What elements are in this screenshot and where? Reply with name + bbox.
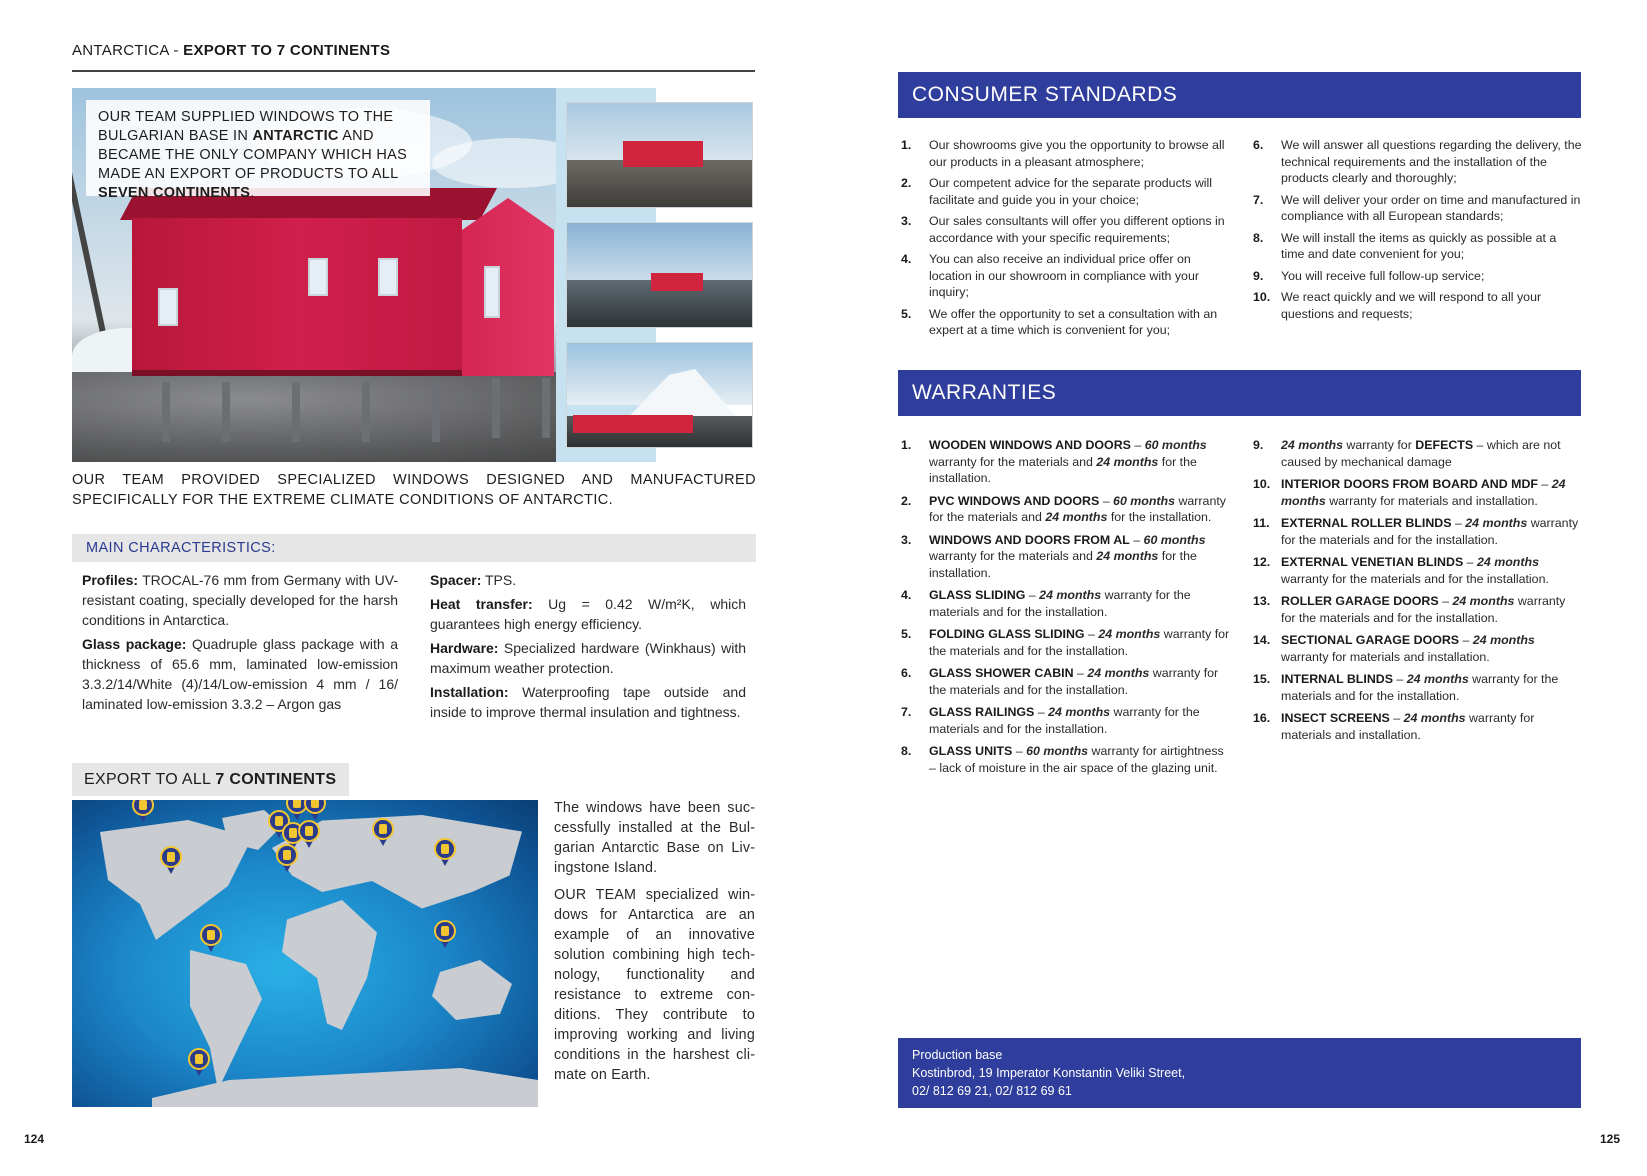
page-number-right: 125 <box>1600 1132 1621 1146</box>
characteristic-item: Glass package: Quadruple glass package with a thickness of 65.6 mm, laminated low-emission 3.3.2/14/White (4)/14/Low-emission 4 mm / 16/ laminated low-emission 3.3.2 – Argon gas <box>82 636 398 712</box>
warranties-list-right <box>1253 437 1583 749</box>
warranty-item: 8. GLASS UNITS – 60 months warranty for airtightness – lack of moisture in the air space of the glazing unit. <box>901 744 1224 775</box>
consumer-standards-heading: CONSUMER STANDARDS <box>898 72 1581 118</box>
list-item: 6. We will answer all questions regarding the delivery, the technical requirements and the installation of the products clearly and thoroughly; <box>1253 138 1582 185</box>
page-number-left: 124 <box>24 1132 45 1146</box>
warranty-item: 5. FOLDING GLASS SLIDING – 24 months warranty for the materials and for the installation. <box>901 627 1230 658</box>
map-pin-icon <box>434 838 456 866</box>
characteristics-left-column <box>82 570 398 718</box>
warranty-item: 15. INTERNAL BLINDS – 24 months warranty for the materials and for the installation. <box>1253 672 1559 703</box>
map-pin-icon <box>200 924 222 952</box>
warranty-item: 16. INSECT SCREENS – 24 months warranty for materials and installation. <box>1253 711 1535 742</box>
map-pin-icon <box>276 844 298 872</box>
warranty-item: 7. GLASS RAILINGS – 24 months warranty for the materials and for the installation. <box>901 705 1200 736</box>
australia-shape <box>432 960 512 1020</box>
characteristics-right-column <box>430 570 746 726</box>
list-item: 10. We react quickly and we will respond to all your questions and requests; <box>1253 290 1542 321</box>
list-item: 5. We offer the opportunity to set a consultation with an expert at a time which is convenient for you; <box>901 306 1218 337</box>
warranty-item: 13. ROLLER GARAGE DOORS – 24 months warranty for the materials and for the installation. <box>1253 594 1566 625</box>
warranties-list-left <box>901 437 1231 782</box>
title-divider <box>72 70 755 72</box>
list-item: 1. Our showrooms give you the opportunity to browse all our products in a pleasant atmosphere; <box>901 138 1225 169</box>
production-base-address: Kostinbrod, 19 Imperator Konstantin Veliki Street, <box>912 1066 1186 1080</box>
hero-callout: OUR TEAM SUPPLIED WINDOWS TO THE BULGARIAN BASE IN ANTARCTIC AND BECAME THE ONLY COMPANY WHICH HAS MADE AN EXPORT OF PRODUCTS TO ALL SEVEN CONTINENTS. <box>86 100 430 196</box>
section-title: ANTARCTICA - EXPORT TO 7 CONTINENTS <box>72 42 391 59</box>
list-item: 2. Our competent advice for the separate products will facilitate and guide you in your choice; <box>901 176 1213 207</box>
world-map <box>72 800 538 1107</box>
map-pin-icon <box>304 800 326 820</box>
thumbnail-photo-3 <box>566 342 753 448</box>
hero-caption: OUR TEAM PROVIDED SPECIALIZED WINDOWS DESIGNED AND MANUFACTURED SPECIFICALLY FOR THE EXTREME CLIMATE CONDITIONS OF ANTARCTIC. <box>72 472 756 508</box>
map-pin-icon <box>372 818 394 846</box>
map-pin-icon <box>298 820 320 848</box>
production-base-label: Production base <box>912 1048 1003 1062</box>
export-heading: EXPORT TO ALL 7 CONTINENTS <box>72 763 349 796</box>
warranty-item: 10. INTERIOR DOORS FROM BOARD AND MDF – 24 months warranty for materials and installation. <box>1253 477 1566 508</box>
warranty-item: 3. WINDOWS AND DOORS FROM AL – 60 months warranty for the materials and 24 months for the installation. <box>901 532 1206 580</box>
characteristic-item: Hardware: Specialized hardware (Winkhaus) with maximum weather protection. <box>430 640 746 676</box>
export-description: The windows have been successfully installed at the Bulgarian Antarctic Base on Livingstone Island. OUR TEAM specialized windows for Antarctica are an example of an innovative solution combining high technology, functionality and resistance to extreme conditions. They contribute to improving working and living conditions in the harshest climate on Earth. <box>554 800 755 1083</box>
characteristic-item: Heat transfer: Ug = 0.42 W/m²K, which guarantees high energy efficiency. <box>430 596 746 632</box>
map-pin-icon <box>434 920 456 948</box>
map-pin-icon <box>160 846 182 874</box>
warranty-item: 2. PVC WINDOWS AND DOORS – 60 months warranty for the materials and 24 months for the installation. <box>901 493 1226 524</box>
characteristic-item: Spacer: TPS. <box>430 572 517 588</box>
warranty-item: 9. 24 months warranty for DEFECTS – which are not caused by mechanical damage <box>1253 438 1561 469</box>
list-item: 3. Our sales consultants will offer you different options in accordance with your specific requirements; <box>901 214 1225 245</box>
characteristic-item: Installation: Waterproofing tape outside and inside to improve thermal insulation and tightness. <box>430 684 746 720</box>
list-item: 7. We will deliver your order on time and manufactured in compliance with all European standards; <box>1253 192 1581 223</box>
main-characteristics-heading: MAIN CHARACTERISTICS: <box>72 534 756 562</box>
production-base-phones: 02/ 812 69 21, 02/ 812 69 61 <box>912 1084 1072 1098</box>
warranty-item: 11. EXTERNAL ROLLER BLINDS – 24 months warranty for the materials and for the installation. <box>1253 516 1579 547</box>
list-item: 8. We will install the items as quickly as possible at a time and date convenient for you; <box>1253 230 1557 261</box>
warranty-item: 1. WOODEN WINDOWS AND DOORS – 60 months warranty for the materials and 24 months for the installation. <box>901 438 1207 485</box>
warranty-item: 6. GLASS SHOWER CABIN – 24 months warranty for the materials and for the installation. <box>901 666 1219 697</box>
consumer-standards-list-right <box>1253 137 1583 327</box>
warranty-item: 14. SECTIONAL GARAGE DOORS – 24 months warranty for materials and installation. <box>1253 633 1535 664</box>
warranties-heading: WARRANTIES <box>898 370 1581 416</box>
list-item: 4. You can also receive an individual price offer on location in our showroom in compliance with your inquiry; <box>901 252 1199 299</box>
production-base-box <box>898 1038 1581 1108</box>
africa-shape <box>282 900 382 1030</box>
thumbnail-photo-2 <box>566 222 753 328</box>
map-pin-icon <box>188 1048 210 1076</box>
list-item: 9. You will receive full follow-up service; <box>1253 268 1485 283</box>
thumbnail-photo-1 <box>566 102 753 208</box>
map-pin-icon <box>132 800 154 822</box>
warranty-item: 12. EXTERNAL VENETIAN BLINDS – 24 months warranty for the materials and for the installation. <box>1253 555 1549 586</box>
characteristic-item: Profiles: TROCAL-76 mm from Germany with UV-resistant coating, specially developed for the harsh conditions in Antarctica. <box>82 572 398 628</box>
warranty-item: 4. GLASS SLIDING – 24 months warranty for the materials and for the installation. <box>901 588 1191 619</box>
consumer-standards-list-left <box>901 137 1231 344</box>
